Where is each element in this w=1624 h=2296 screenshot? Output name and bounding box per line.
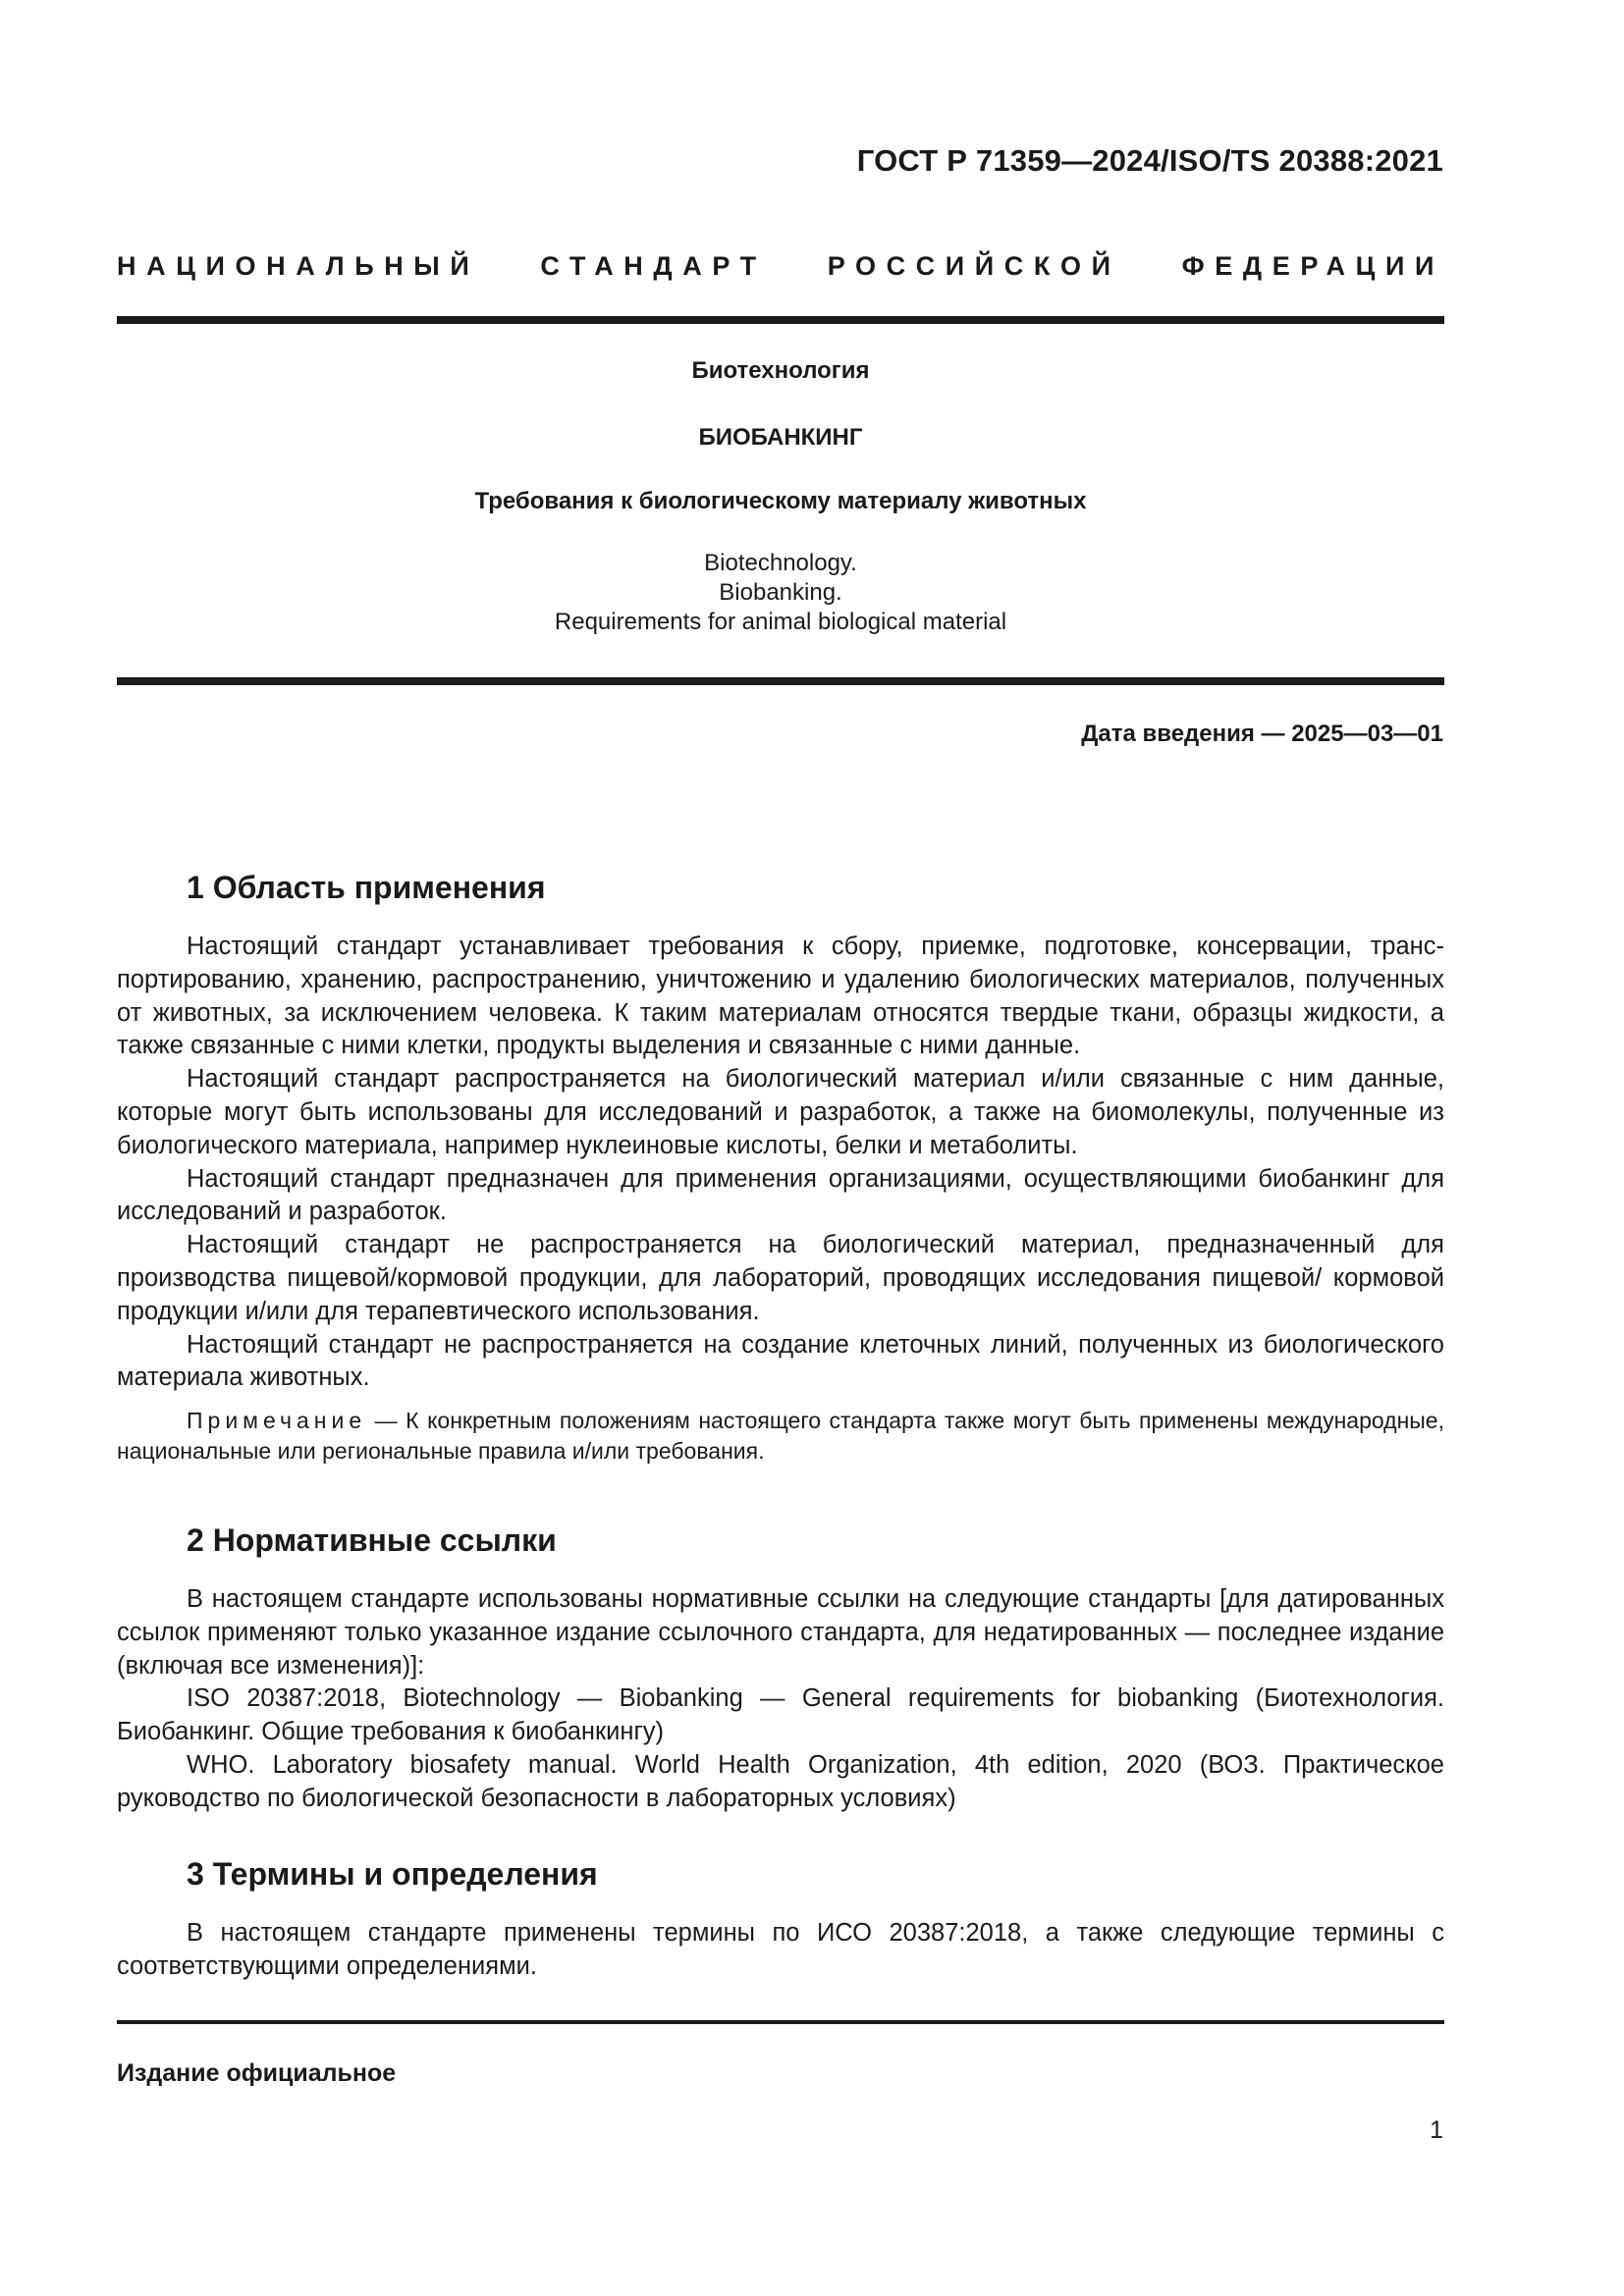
section-1-paragraph: Настоящий стандарт распространяется на биологический материал и/или связанные с ним данные, которые могут быть использованы для исследований и разработок, а также на биомолекулы, полученные из биологического материала, например нуклеиновые кислоты, белки и метаболиты. [117, 1065, 1444, 1159]
field-title: Биотехнология [691, 357, 870, 384]
section-1-paragraph: Настоящий стандарт не распространяется на создание клеточных линий, полученных из биологического материала животных. [117, 1330, 1444, 1392]
section-3-heading: 3 Термины и определения [187, 1856, 598, 1892]
section-1-paragraph: Настоящий стандарт устанавливает требования к сбору, приемке, подготовке, консервации, транспортированию, хранению, распространению, уничтожению и удалению биологических материалов, полученных от животных, за исключением человека. К таким материалам относятся твердые ткани, образцы жидкости, а также связанные с ними клетки, продукты выделения и связанные с ними данные. [117, 933, 1444, 1060]
title-bottom-rule [117, 677, 1444, 685]
subject-title: БИОБАНКИНГ [698, 424, 863, 451]
top-rule [117, 316, 1444, 324]
section-2-body [117, 1583, 1444, 1816]
note-label: Примечание [187, 1408, 367, 1433]
section-2-heading: 2 Нормативные ссылки [187, 1522, 557, 1558]
english-title-line-3: Requirements for animal biological material [554, 609, 1007, 635]
document-title: Требования к биологическому материалу животных [474, 488, 1087, 514]
standard-number: ГОСТ Р 71359—2024/ISO/TS 20388:2021 [856, 143, 1443, 178]
section-3-paragraph: В настоящем стандарте применены термины по ИСО 20387:2018, а также следующие термины с соответствующими определениями. [117, 1919, 1444, 1980]
english-title-line-1: Biotechnology. [704, 550, 857, 576]
national-standard-title: НАЦИОНАЛЬНЫЙ СТАНДАРТ РОССИЙСКОЙ ФЕДЕРАЦИИ [117, 251, 1444, 281]
page-number: 1 [1430, 2116, 1443, 2144]
note-text: — К конкретным положениям настоящего стандарта также могут быть применены международные, национальные или региональные правила и/или требования. [117, 1408, 1444, 1464]
official-edition-label: Издание официальное [117, 2059, 397, 2087]
introduction-date: Дата введения — 2025—03—01 [1081, 721, 1443, 747]
english-title-line-2: Biobanking. [719, 579, 842, 606]
section-1-note [117, 1406, 1444, 1467]
footer-rule [117, 2020, 1444, 2024]
section-1-heading: 1 Область применения [187, 870, 546, 905]
section-1-paragraph: Настоящий стандарт предназначен для применения организациями, осуществляющими биобанкинг для исследований и разработок. [117, 1164, 1444, 1226]
section-1-body [117, 931, 1444, 1395]
section-2-paragraph: WHO. Laboratory biosafety manual. World Health Organization, 4th edition, 2020 (ВОЗ. Практическое руководство по биологической безопасности в лабораторных условиях) [117, 1750, 1444, 1812]
section-2-paragraph: В настоящем стандарте использованы нормативные ссылки на следующие стандарты [для датированных ссылок применяют только указанное издание ссылочного стандарта, для недатированных — последнее издание (включая все изменения)]: [117, 1585, 1444, 1680]
section-1-paragraph: Настоящий стандарт не распространяется на биологический материал, предназначенный для производства пищевой/кормовой продукции, для лабораторий, проводящих исследования пищевой/ кормовой продукции и/или для терапевтического использования. [117, 1231, 1444, 1325]
section-3-body [117, 1917, 1444, 1984]
section-2-paragraph: ISO 20387:2018, Biotechnology — Biobanking — General requirements for biobanking (Биотехнология. Биобанкинг. Общие требования к биобанкингу) [117, 1684, 1444, 1746]
